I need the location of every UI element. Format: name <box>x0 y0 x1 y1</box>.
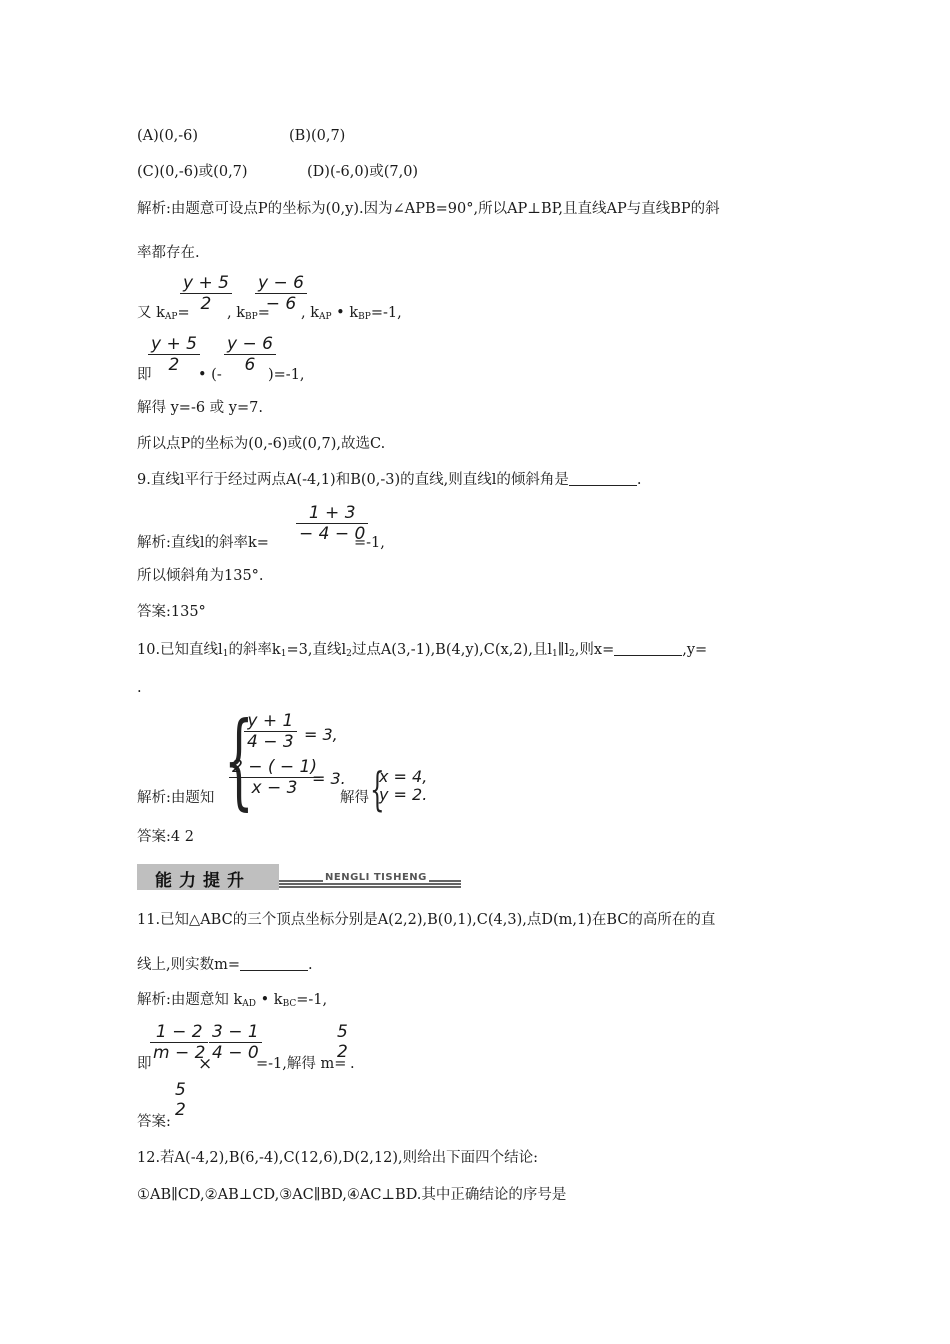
frac-numerator: 2 − ( − 1) <box>229 757 320 778</box>
stem-part: 10.已知直线l <box>137 642 223 658</box>
q10-sys-rhs-2: = 3. <box>312 769 346 788</box>
q10-sol-y: y = 2. <box>379 785 428 804</box>
banner-label-box <box>137 864 279 890</box>
system-brace-icon: { <box>224 699 254 821</box>
q8-product-eq <box>301 303 402 327</box>
answer-blank <box>240 956 308 971</box>
q11-period: . <box>350 1056 355 1072</box>
q8-option-b: (B)(0,7) <box>289 128 346 144</box>
sub-2: 2 <box>569 649 575 659</box>
q9-analysis-prefix: 解析:直线l的斜率k= <box>137 535 269 551</box>
q11-answer-frac <box>172 1080 189 1120</box>
analysis-text: 解析:由题意知 k <box>137 992 243 1008</box>
q10-analysis-prefix: 解析:由题知 <box>137 790 215 806</box>
frac-numerator: y + 5 <box>180 273 232 294</box>
stem-part: ∥l <box>557 642 570 658</box>
q11-eq-text: =-1,解得 m= <box>256 1056 347 1072</box>
stem-part: ,y= <box>682 642 708 658</box>
q9-analysis-suffix: =-1, <box>354 535 385 551</box>
dot-k: • k <box>331 305 359 321</box>
sub-ad: AD <box>242 999 256 1009</box>
q8-frac-kap <box>180 273 232 314</box>
dot-k: • k <box>256 992 283 1008</box>
frac-denominator: m − 2 <box>153 1043 206 1063</box>
q8-ji: 即 <box>137 367 152 383</box>
banner-subtitle: NENGLI TISHENG <box>325 872 427 883</box>
q10-sys-frac-2 <box>229 757 320 798</box>
q9-angle: 所以倾斜角为135°. <box>137 568 264 584</box>
q8-option-d: (D)(-6,0)或(7,0) <box>307 164 419 180</box>
frac-numerator: y + 1 <box>244 711 297 732</box>
frac-numerator: y − 6 <box>224 334 276 355</box>
frac-denominator: 6 <box>244 355 256 375</box>
stem-text: 线上,则实数m= <box>137 957 241 973</box>
stem-part: ,则x= <box>574 642 615 658</box>
q10-sys-frac-1 <box>244 711 297 752</box>
q12-options: ①AB∥CD,②AB⊥CD,③AC∥BD,④AC⊥BD.其中正确结论的序号是 <box>137 1187 567 1203</box>
stem-part: 过点A(3,-1),B(4,y),C(x,2),且l <box>351 642 552 658</box>
stem-part: =3,直线l <box>286 642 347 658</box>
frac-denominator: − 4 − 0 <box>299 524 366 544</box>
q8-frac-3 <box>148 334 200 375</box>
frac-denominator: 4 − 0 <box>212 1043 259 1063</box>
frac-numerator: y − 6 <box>255 273 307 294</box>
q11-frac-2 <box>209 1022 262 1063</box>
equals: = <box>177 305 190 321</box>
comma-k: , k <box>301 305 320 321</box>
comma-k: , k <box>227 305 246 321</box>
minus-one: =-1, <box>370 305 402 321</box>
q8-option-a: (A)(0,-6) <box>137 128 199 144</box>
q8-analysis-line1: 解析:由题意可设点P的坐标为(0,y).因为∠APB=90°,所以AP⊥BP,且直线AP与直线BP的斜 <box>137 201 720 217</box>
q8-solve: 解得 y=-6 或 y=7. <box>137 400 263 416</box>
frac-numerator: 1 + 3 <box>296 503 368 524</box>
q9-answer: 答案:135° <box>137 604 206 620</box>
frac-denominator: 4 − 3 <box>247 732 294 752</box>
q11-frac-result <box>334 1022 351 1062</box>
q11-stem-line2 <box>137 955 313 975</box>
q8-again: 又 k <box>137 305 165 321</box>
q10-sol-x: x = 4, <box>379 767 428 786</box>
frac-numerator: 5 <box>337 1022 348 1042</box>
q11-ji: 即 <box>137 1056 152 1072</box>
sub-bp: BP <box>245 312 258 322</box>
q8-option-c: (C)(0,-6)或(0,7) <box>137 164 248 180</box>
sub-2: 2 <box>346 649 352 659</box>
frac-denominator: − 6 <box>265 294 297 314</box>
q8-frac-kbp <box>255 273 307 314</box>
frac-numerator: 3 − 1 <box>209 1022 262 1043</box>
frac-denominator: 2 <box>200 294 212 314</box>
sub-bp: BP <box>358 312 371 322</box>
q11-stem-line1: 11.已知△ABC的三个顶点坐标分别是A(2,2),B(0,1),C(4,3),点D(m,1)在BC的高所在的直 <box>137 912 716 928</box>
q11-answer-label: 答案: <box>137 1114 171 1130</box>
sub-1: 1 <box>222 649 229 659</box>
frac-denominator: x − 3 <box>251 778 298 798</box>
solution-brace-icon: { <box>370 762 385 816</box>
stem-part: 的斜率k <box>228 642 281 658</box>
stem-end: . <box>636 472 642 488</box>
q11-analysis <box>137 990 327 1014</box>
sub-bc: BC <box>282 999 297 1009</box>
q10-answer: 答案:4 2 <box>137 829 194 845</box>
frac-numerator: y + 5 <box>148 334 200 355</box>
q8-dot-paren: • (- <box>198 367 222 383</box>
q8-conclusion: 所以点P的坐标为(0,-6)或(0,7),故选C. <box>137 436 386 452</box>
q10-solve-word: 解得 <box>340 790 369 806</box>
answer-blank <box>569 471 637 486</box>
frac-numerator: 5 <box>175 1080 186 1100</box>
analysis-text: =-1, <box>296 992 328 1008</box>
q9-stem <box>137 470 642 490</box>
q12-stem: 12.若A(-4,2),B(6,-4),C(12,6),D(2,12),则给出下面四个结论: <box>137 1150 538 1166</box>
q8-analysis-line2: 率都存在. <box>137 245 200 261</box>
q10-sys-rhs-1: = 3, <box>304 725 338 744</box>
sub-1: 1 <box>280 649 287 659</box>
banner-stripe <box>279 883 461 885</box>
sub-1: 1 <box>551 649 558 659</box>
answer-blank-x <box>614 641 682 656</box>
q11-times: × <box>198 1054 213 1074</box>
frac-denominator: 2 <box>337 1042 348 1062</box>
banner-stripe <box>279 886 461 888</box>
stem-end: . <box>308 957 313 973</box>
q10-stem <box>137 640 707 664</box>
equals: = <box>257 305 270 321</box>
sub-ap: AP <box>319 312 332 322</box>
q10-stem-end: . <box>137 680 142 696</box>
banner-title: 能力提升 <box>155 871 251 891</box>
frac-denominator: 2 <box>175 1100 186 1120</box>
frac-denominator: 2 <box>168 355 180 375</box>
q8-close-paren: )=-1, <box>268 367 305 383</box>
section-banner <box>137 864 461 890</box>
sub-ap: AP <box>164 312 178 322</box>
frac-numerator: 1 − 2 <box>150 1022 208 1043</box>
q9-stem-text: 9.直线l平行于经过两点A(-4,1)和B(0,-3)的直线,则直线l的倾斜角是 <box>137 472 569 488</box>
